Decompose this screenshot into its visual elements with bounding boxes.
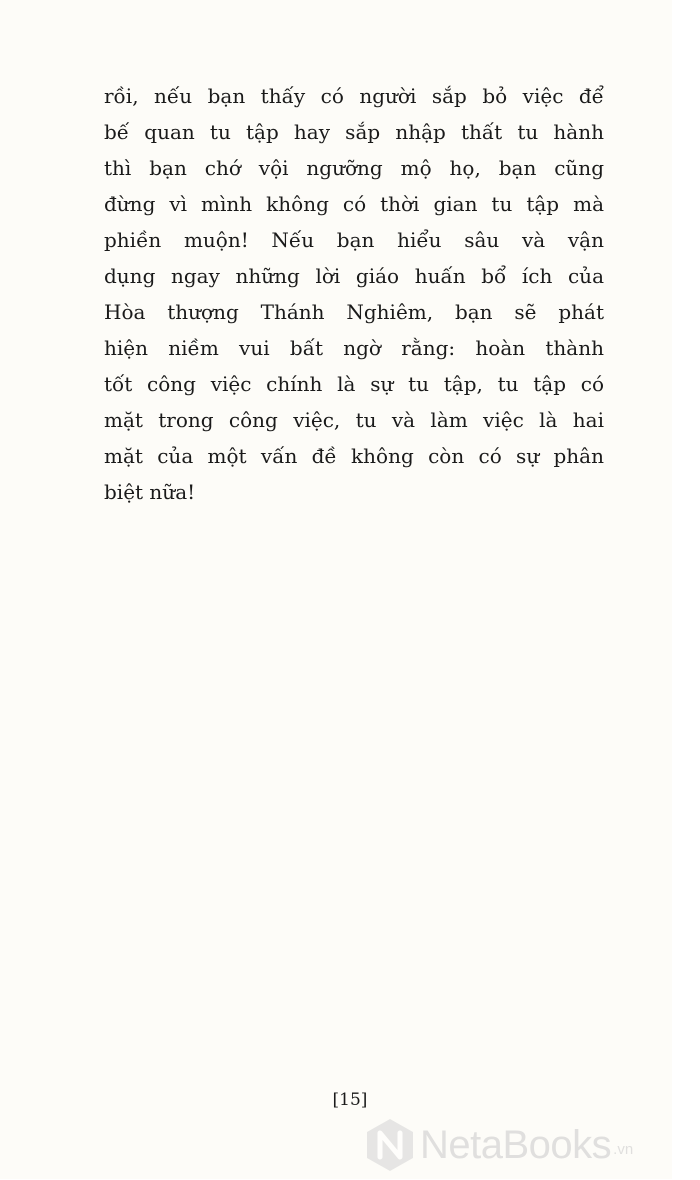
text-line: mặt của một vấn đề không còn có sự phân	[104, 444, 604, 468]
text-line: bế quan tu tập hay sắp nhập thất tu hành	[104, 120, 604, 144]
text-line: hiện niềm vui bất ngờ rằng: hoàn thành	[104, 336, 604, 360]
netabooks-logo-icon	[364, 1117, 416, 1173]
text-line: thì bạn chớ vội ngưỡng mộ họ, bạn cũng	[104, 156, 604, 180]
text-line: phiền muộn! Nếu bạn hiểu sâu và vận	[104, 228, 604, 252]
text-line: biệt nữa!	[104, 480, 196, 504]
watermark-brand: NetaBooks	[420, 1123, 612, 1167]
page-number: [15]	[332, 1090, 368, 1110]
body-text	[104, 78, 604, 510]
watermark-suffix: .vn	[613, 1141, 634, 1158]
text-line: Hòa thượng Thánh Nghiêm, bạn sẽ phát	[104, 300, 604, 324]
text-line: rồi, nếu bạn thấy có người sắp bỏ việc để	[104, 84, 604, 108]
text-line: đừng vì mình không có thời gian tu tập mà	[104, 192, 604, 216]
paper-edge	[672, 0, 700, 1179]
text-line: mặt trong công việc, tu và làm việc là hai	[104, 408, 604, 432]
text-line: dụng ngay những lời giáo huấn bổ ích của	[104, 264, 604, 288]
watermark	[364, 1110, 633, 1180]
text-line: tốt công việc chính là sự tu tập, tu tập có	[104, 372, 604, 396]
